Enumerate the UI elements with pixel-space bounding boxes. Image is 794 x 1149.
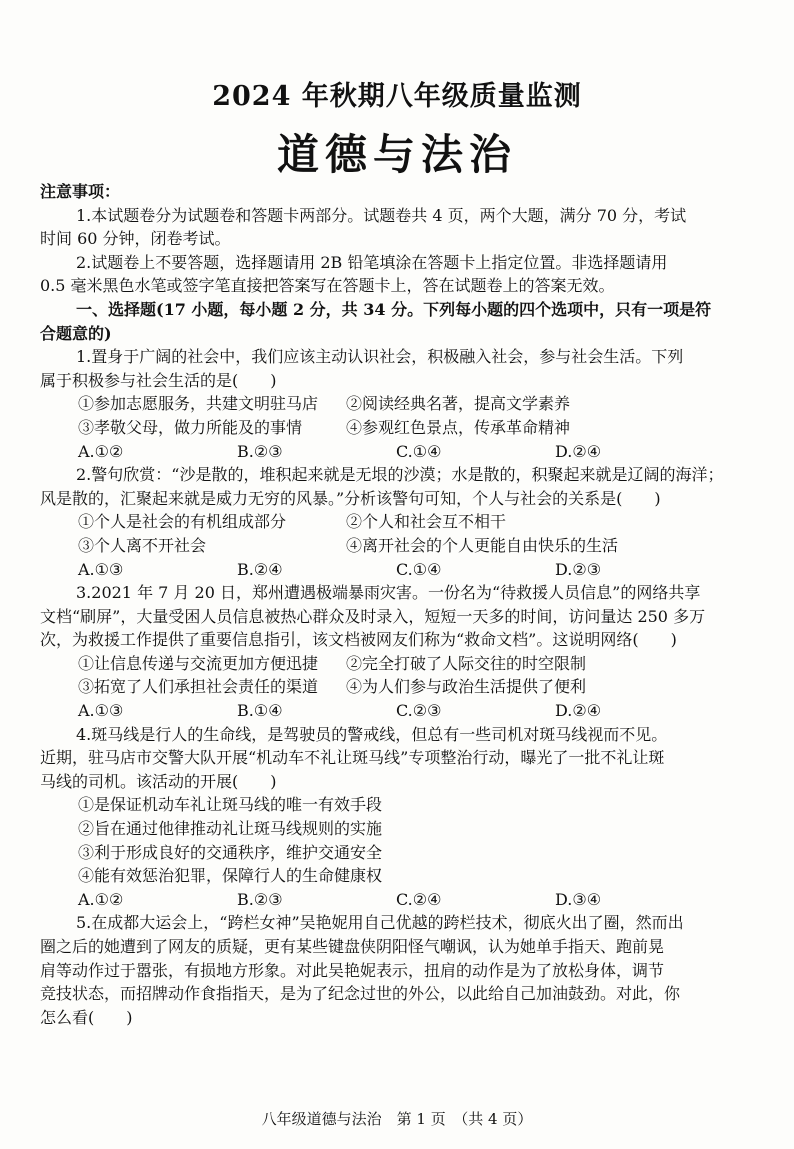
q3-choice-b: B.①④	[237, 701, 283, 721]
notice-item-2-line-1: 2.试题卷上不要答题，选择题请用 2B 铅笔填涂在答题卡上指定位置。非选择题请用	[76, 252, 668, 272]
q2-statement-4: ④离开社会的个人更能自由快乐的生活	[346, 535, 619, 555]
q2-choice-b: B.②④	[237, 559, 283, 579]
q1-statement-1: ①参加志愿服务，共建文明驻马店	[78, 394, 319, 414]
q4-choice-b: B.②③	[237, 889, 283, 909]
q2-statement-2: ②个人和社会互不相干	[346, 512, 507, 532]
q1-stem-line-1: 1.置身于广阔的社会中，我们应该主动认识社会，积极融入社会，参与社会生活。下列	[76, 347, 684, 367]
exam-content	[40, 180, 756, 1029]
page-footer: 八年级道德与法治 第 1 页 （共 4 页）	[261, 1110, 533, 1128]
section-1-title-line-2: 合题意的)	[40, 323, 112, 343]
q4-stem-line-1: 4.斑马线是行人的生命线，是驾驶员的警戒线，但总有一些司机对斑马线视而不见。	[76, 724, 668, 744]
q3-statements-row-1	[40, 652, 756, 676]
q2-stem-line-2: 风是散的，汇聚起来就是威力无穷的风暴。”分析该警句可知，个人与社会的关系是( )	[40, 488, 661, 508]
notice-item-1-line-1: 1.本试题卷分为试题卷和答题卡两部分。试题卷共 4 页，两个大题，满分 70 分，考试	[76, 205, 687, 225]
exam-title: 2024 年秋期八年级质量监测	[212, 81, 582, 112]
notice-item-1-line-2: 时间 60 分钟，闭卷考试。	[40, 229, 231, 249]
q1-stem-line-2: 属于积极参与社会生活的是( )	[40, 370, 277, 390]
q2-statement-1: ①个人是社会的有机组成部分	[78, 512, 287, 532]
q5-stem-line-3: 肩等动作过于嚣张，有损地方形象。对此吴艳妮表示，扭肩的动作是为了放松身体，调节	[40, 960, 665, 980]
q2-choice-d: D.②③	[555, 559, 602, 579]
q5-stem-line-5: 怎么看( )	[40, 1007, 133, 1027]
q4-stem-line-3: 马线的司机。该活动的开展( )	[40, 771, 277, 791]
q4-choices	[40, 888, 756, 912]
subject-title: 道德与法治	[276, 130, 517, 179]
q1-statements-row-2	[40, 416, 756, 440]
q1-statement-3: ③孝敬父母，做力所能及的事情	[78, 417, 303, 437]
q4-choice-c: C.②④	[396, 889, 442, 909]
q2-choice-c: C.①④	[396, 559, 442, 579]
q5-stem-line-1: 5.在成都大运会上，“跨栏女神”吴艳妮用自己优越的跨栏技术，彻底火出了圈，然而出	[76, 913, 684, 933]
q5-stem-line-2: 圈之后的她遭到了网友的质疑，更有某些键盘侠阴阳怪气嘲讽，认为她单手指天、跑前晃	[40, 937, 665, 956]
q1-choice-d: D.②④	[555, 441, 602, 461]
q1-choices	[40, 440, 756, 464]
q4-statement-4: ④能有效惩治犯罪，保障行人的生命健康权	[78, 866, 383, 886]
q2-choices	[40, 558, 756, 582]
q2-statements-row-1	[40, 510, 756, 534]
q3-choice-c: C.②③	[396, 701, 442, 721]
q3-stem-line-3: 次，为救援工作提供了重要信息指引，该文档被网友们称为“救命文档”。这说明网络( )	[40, 630, 677, 650]
q1-statement-2: ②阅读经典名著，提高文学素养	[346, 394, 571, 414]
q4-statement-3: ③利于形成良好的交通秩序，维护交通安全	[78, 842, 383, 862]
q3-stem-line-1: 3.2021 年 7 月 20 日，郑州遭遇极端暴雨灾害。一份名为“待救援人员信息”的网络共享	[76, 583, 701, 603]
q1-choice-b: B.②③	[237, 441, 283, 461]
q3-stem-line-2: 文档“刷屏”，大量受困人员信息被热心群众及时录入，短短一天多的时间，访问量达 250 多万	[40, 606, 706, 626]
q4-choice-a: A.①②	[78, 889, 124, 909]
q3-choice-a: A.①③	[78, 701, 124, 721]
q3-choice-d: D.②④	[555, 701, 602, 721]
q1-choice-a: A.①②	[78, 441, 124, 461]
notice-heading: 注意事项：	[40, 182, 121, 201]
q1-statements-row-1	[40, 392, 756, 416]
q3-statement-3: ③拓宽了人们承担社会责任的渠道	[78, 677, 319, 697]
q2-choice-a: A.①③	[78, 559, 124, 579]
q5-stem-line-4: 竞技状态，而招牌动作食指指天，是为了纪念过世的外公，以此给自己加油鼓劲。对此，你	[40, 984, 681, 1004]
q2-statement-3: ③个人离不开社会	[78, 535, 207, 555]
q3-statements-row-2	[40, 675, 756, 699]
q4-choice-d: D.③④	[555, 889, 602, 909]
q2-stem-line-1: 2.警句欣赏：“沙是散的，堆积起来就是无垠的沙漠；水是散的，积聚起来就是辽阔的海洋；	[76, 465, 724, 485]
q3-statement-2: ②完全打破了人际交往的时空限制	[346, 653, 587, 673]
q1-choice-c: C.①④	[396, 441, 442, 461]
q3-statement-4: ④为人们参与政治生活提供了便利	[346, 677, 587, 697]
section-1-title-line-1: 一、选择题(17 小题，每小题 2 分，共 34 分。下列每小题的四个选项中，只有一项是符	[76, 299, 712, 319]
q4-statement-2: ②旨在通过他律推动礼让斑马线规则的实施	[78, 819, 383, 839]
q3-statement-1: ①让信息传递与交流更加方便迅捷	[78, 653, 319, 673]
notice-item-2-line-2: 0.5 毫米黑色水笔或签字笔直接把答案写在答题卡上，答在试题卷上的答案无效。	[40, 276, 615, 296]
q4-statement-1: ①是保证机动车礼让斑马线的唯一有效手段	[78, 795, 383, 815]
q2-statements-row-2	[40, 534, 756, 558]
q3-choices	[40, 699, 756, 723]
q4-stem-line-2: 近期，驻马店市交警大队开展“机动车不礼让斑马线”专项整治行动，曝光了一批不礼让斑	[40, 748, 665, 768]
q1-statement-4: ④参观红色景点，传承革命精神	[346, 417, 571, 437]
